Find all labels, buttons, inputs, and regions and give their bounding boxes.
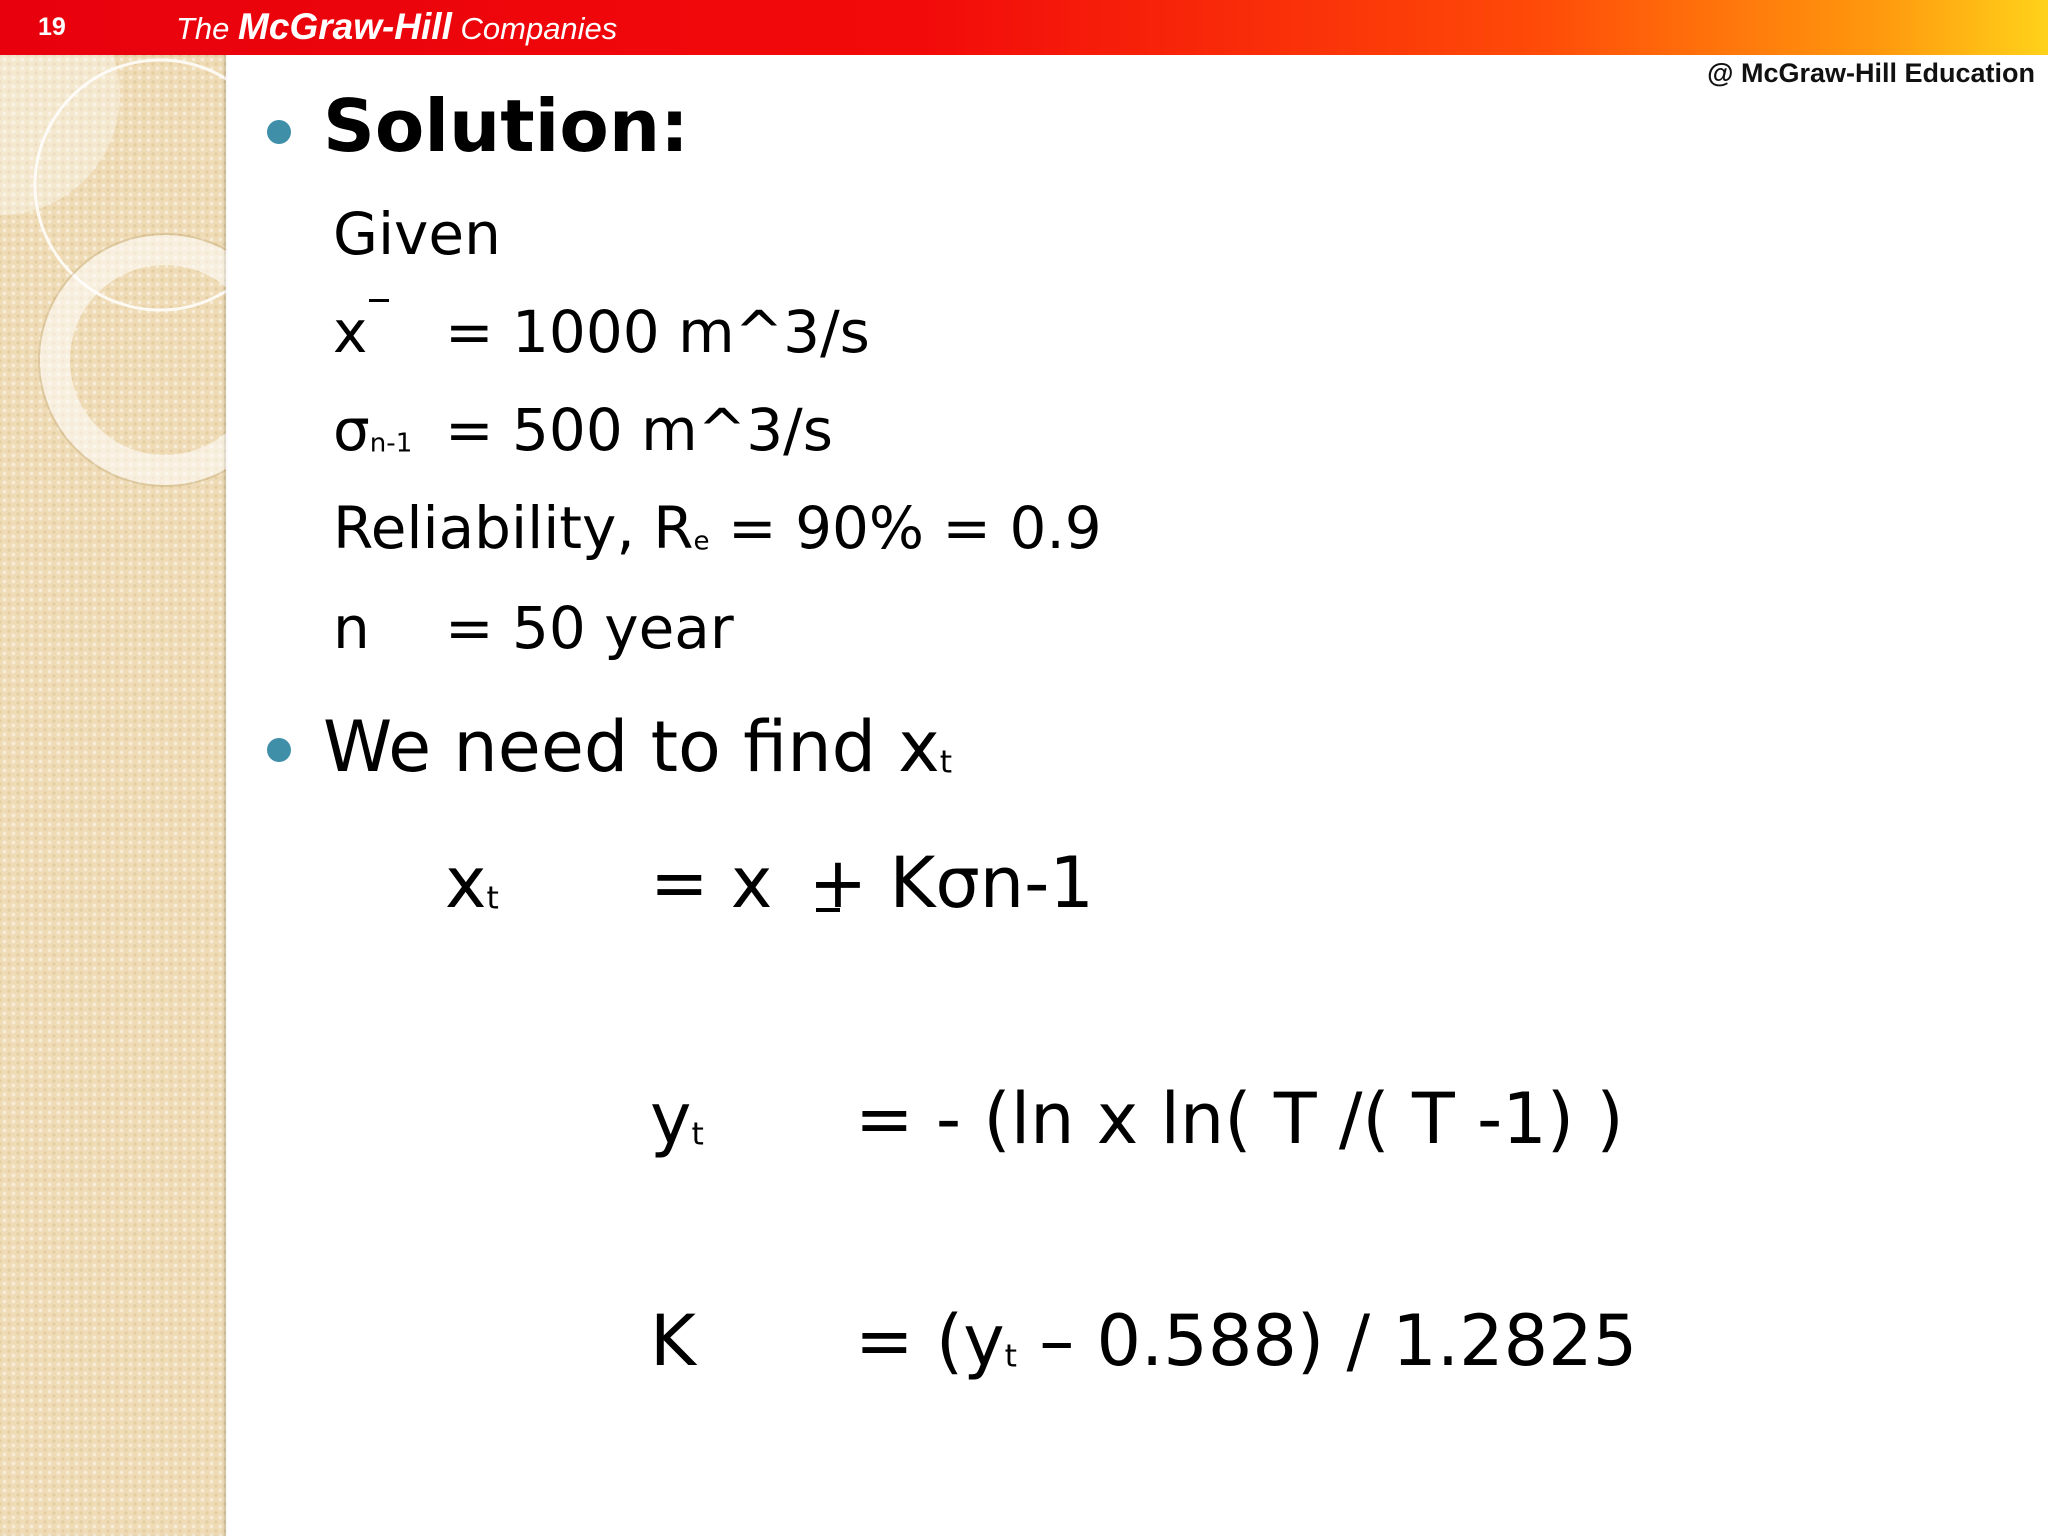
slide-number: 19: [38, 13, 66, 41]
formula-k-rhs: [855, 1300, 1637, 1382]
solution-heading: Solution:: [323, 84, 689, 168]
given-n: n: [333, 594, 370, 662]
bullet-dot-icon: [267, 120, 291, 144]
find-xt-subscript: t: [939, 744, 953, 781]
sigma-subscript: n-1: [369, 428, 413, 459]
bullet-dot-icon: [267, 738, 291, 762]
formula-k-lhs: K: [650, 1300, 696, 1382]
xbar-symbol: x: [333, 298, 368, 366]
formula-xt-rhs-post: + Kσn-1: [786, 842, 1094, 924]
brand-suffix: Companies: [460, 11, 618, 46]
find-xt-bullet: [323, 706, 952, 788]
formula-k-rhs-post: – 0.588) / 1.2825: [1017, 1300, 1638, 1382]
given-mean: [333, 298, 367, 366]
reliability-subscript: e: [693, 526, 710, 557]
brand-prefix: The: [176, 11, 230, 46]
given-std-dev-value: = 500 m^3/s: [445, 396, 833, 464]
reliability-label: Reliability, R: [333, 494, 694, 562]
given-n-value: = 50 year: [445, 594, 734, 662]
sigma-symbol: σ: [333, 396, 370, 464]
formula-xt-lhs: [445, 842, 499, 924]
copyright-text: @ McGraw-Hill Education: [1707, 58, 2035, 88]
reliability-value: = 90% = 0.9: [728, 494, 1102, 562]
formula-xt-subscript: t: [486, 880, 499, 917]
formula-k-rhs-pre: = (y: [855, 1300, 1005, 1382]
brand-name: McGraw-Hill: [238, 6, 452, 47]
given-reliability: [333, 494, 1102, 562]
find-xt-text: We need to find x: [323, 706, 940, 788]
formula-xt-symbol: x: [445, 842, 487, 924]
given-std-dev: [333, 396, 412, 464]
formula-k-subscript: t: [1004, 1338, 1017, 1375]
given-label: Given: [333, 200, 501, 268]
given-mean-value: = 1000 m^3/s: [445, 298, 870, 366]
formula-xt-rhs-pre: = x: [650, 842, 773, 924]
formula-yt-symbol: y: [650, 1078, 692, 1160]
formula-yt-subscript: t: [691, 1116, 704, 1153]
formula-yt-rhs: = - (ln x ln( T /( T -1) ): [855, 1078, 1624, 1160]
formula-yt-lhs: [650, 1078, 704, 1160]
formula-xt-rhs: [650, 842, 1094, 924]
